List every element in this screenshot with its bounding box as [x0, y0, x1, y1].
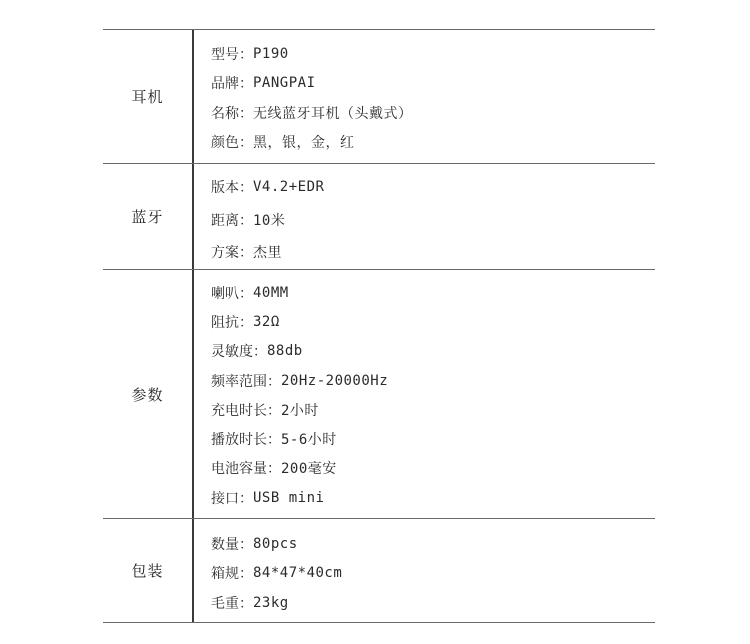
spec-value: 80pcs: [253, 535, 298, 552]
spec-row-frequency: [211, 366, 655, 395]
spec-row-carton-size: [211, 559, 655, 589]
spec-row-name: [211, 98, 655, 128]
spec-row-impedance: [211, 307, 655, 336]
column-divider: [192, 519, 194, 622]
spec-row-speaker: [211, 278, 655, 307]
spec-value: 无线蓝牙耳机（头戴式）: [253, 105, 413, 122]
spec-value: 32Ω: [253, 313, 280, 330]
category-label: 包装: [131, 562, 164, 580]
spec-value: 84*47*40cm: [253, 565, 343, 582]
spec-value: 杰里: [253, 245, 282, 262]
spec-key: 毛重 ：: [211, 593, 253, 613]
spec-row-gross-weight: [211, 588, 655, 618]
spec-key: 数量 ：: [211, 534, 253, 554]
category-label: 耳机: [131, 88, 164, 106]
spec-value: 10米: [253, 212, 286, 229]
spec-row-color: [211, 128, 655, 158]
spec-key: 颜色 ：: [211, 132, 253, 152]
spec-key: 灵敏度 ：: [211, 341, 267, 361]
category-label: 蓝牙: [131, 208, 164, 226]
spec-value: PANGPAI: [253, 75, 316, 92]
spec-row-chipset: [211, 236, 655, 269]
spec-key: 箱规 ：: [211, 563, 253, 583]
spec-row-charge-time: [211, 395, 655, 424]
spec-key: 充电时长 ：: [211, 400, 281, 420]
spec-row-quantity: [211, 529, 655, 559]
section-headphone: [103, 29, 655, 163]
spec-row-brand: [211, 69, 655, 99]
spec-value: P190: [253, 45, 289, 62]
spec-key: 阻抗 ：: [211, 312, 253, 332]
spec-key: 品牌 ：: [211, 73, 253, 93]
spec-table: [103, 29, 655, 623]
column-divider: [192, 30, 194, 163]
section-parameters: [103, 269, 655, 518]
spec-value: 40MM: [253, 284, 289, 301]
spec-row-battery: [211, 454, 655, 483]
section-bluetooth: [103, 163, 655, 269]
spec-row-distance: [211, 204, 655, 237]
spec-key: 距离 ：: [211, 210, 253, 230]
spec-value: 20Hz-20000Hz: [281, 372, 389, 389]
section-packaging: [103, 518, 655, 623]
spec-key: 频率范围 ：: [211, 371, 281, 391]
spec-key: 方案 ：: [211, 242, 253, 262]
spec-row-play-time: [211, 424, 655, 453]
spec-key: 接口 ：: [211, 488, 253, 508]
spec-key: 电池容量 ：: [211, 458, 281, 478]
spec-key: 型号 ：: [211, 44, 253, 64]
spec-row-sensitivity: [211, 337, 655, 366]
spec-value: 200毫安: [281, 461, 337, 478]
spec-row-model: [211, 39, 655, 69]
spec-value: 23kg: [253, 594, 289, 611]
spec-key: 播放时长 ：: [211, 429, 281, 449]
column-divider: [192, 164, 194, 269]
spec-value: 2小时: [281, 402, 319, 419]
column-divider: [192, 270, 194, 518]
spec-key: 名称 ：: [211, 103, 253, 123]
spec-value: USB mini: [253, 489, 325, 506]
spec-value: V4.2+EDR: [253, 179, 325, 196]
spec-key: 喇叭 ：: [211, 283, 253, 303]
category-label: 参数: [131, 385, 164, 404]
spec-row-port: [211, 483, 655, 512]
spec-key: 版本 ：: [211, 177, 253, 197]
spec-value: 5-6小时: [281, 432, 337, 449]
spec-row-version: [211, 171, 655, 204]
spec-value: 88db: [267, 343, 303, 360]
spec-value: 黑，银，金，红: [253, 135, 355, 152]
